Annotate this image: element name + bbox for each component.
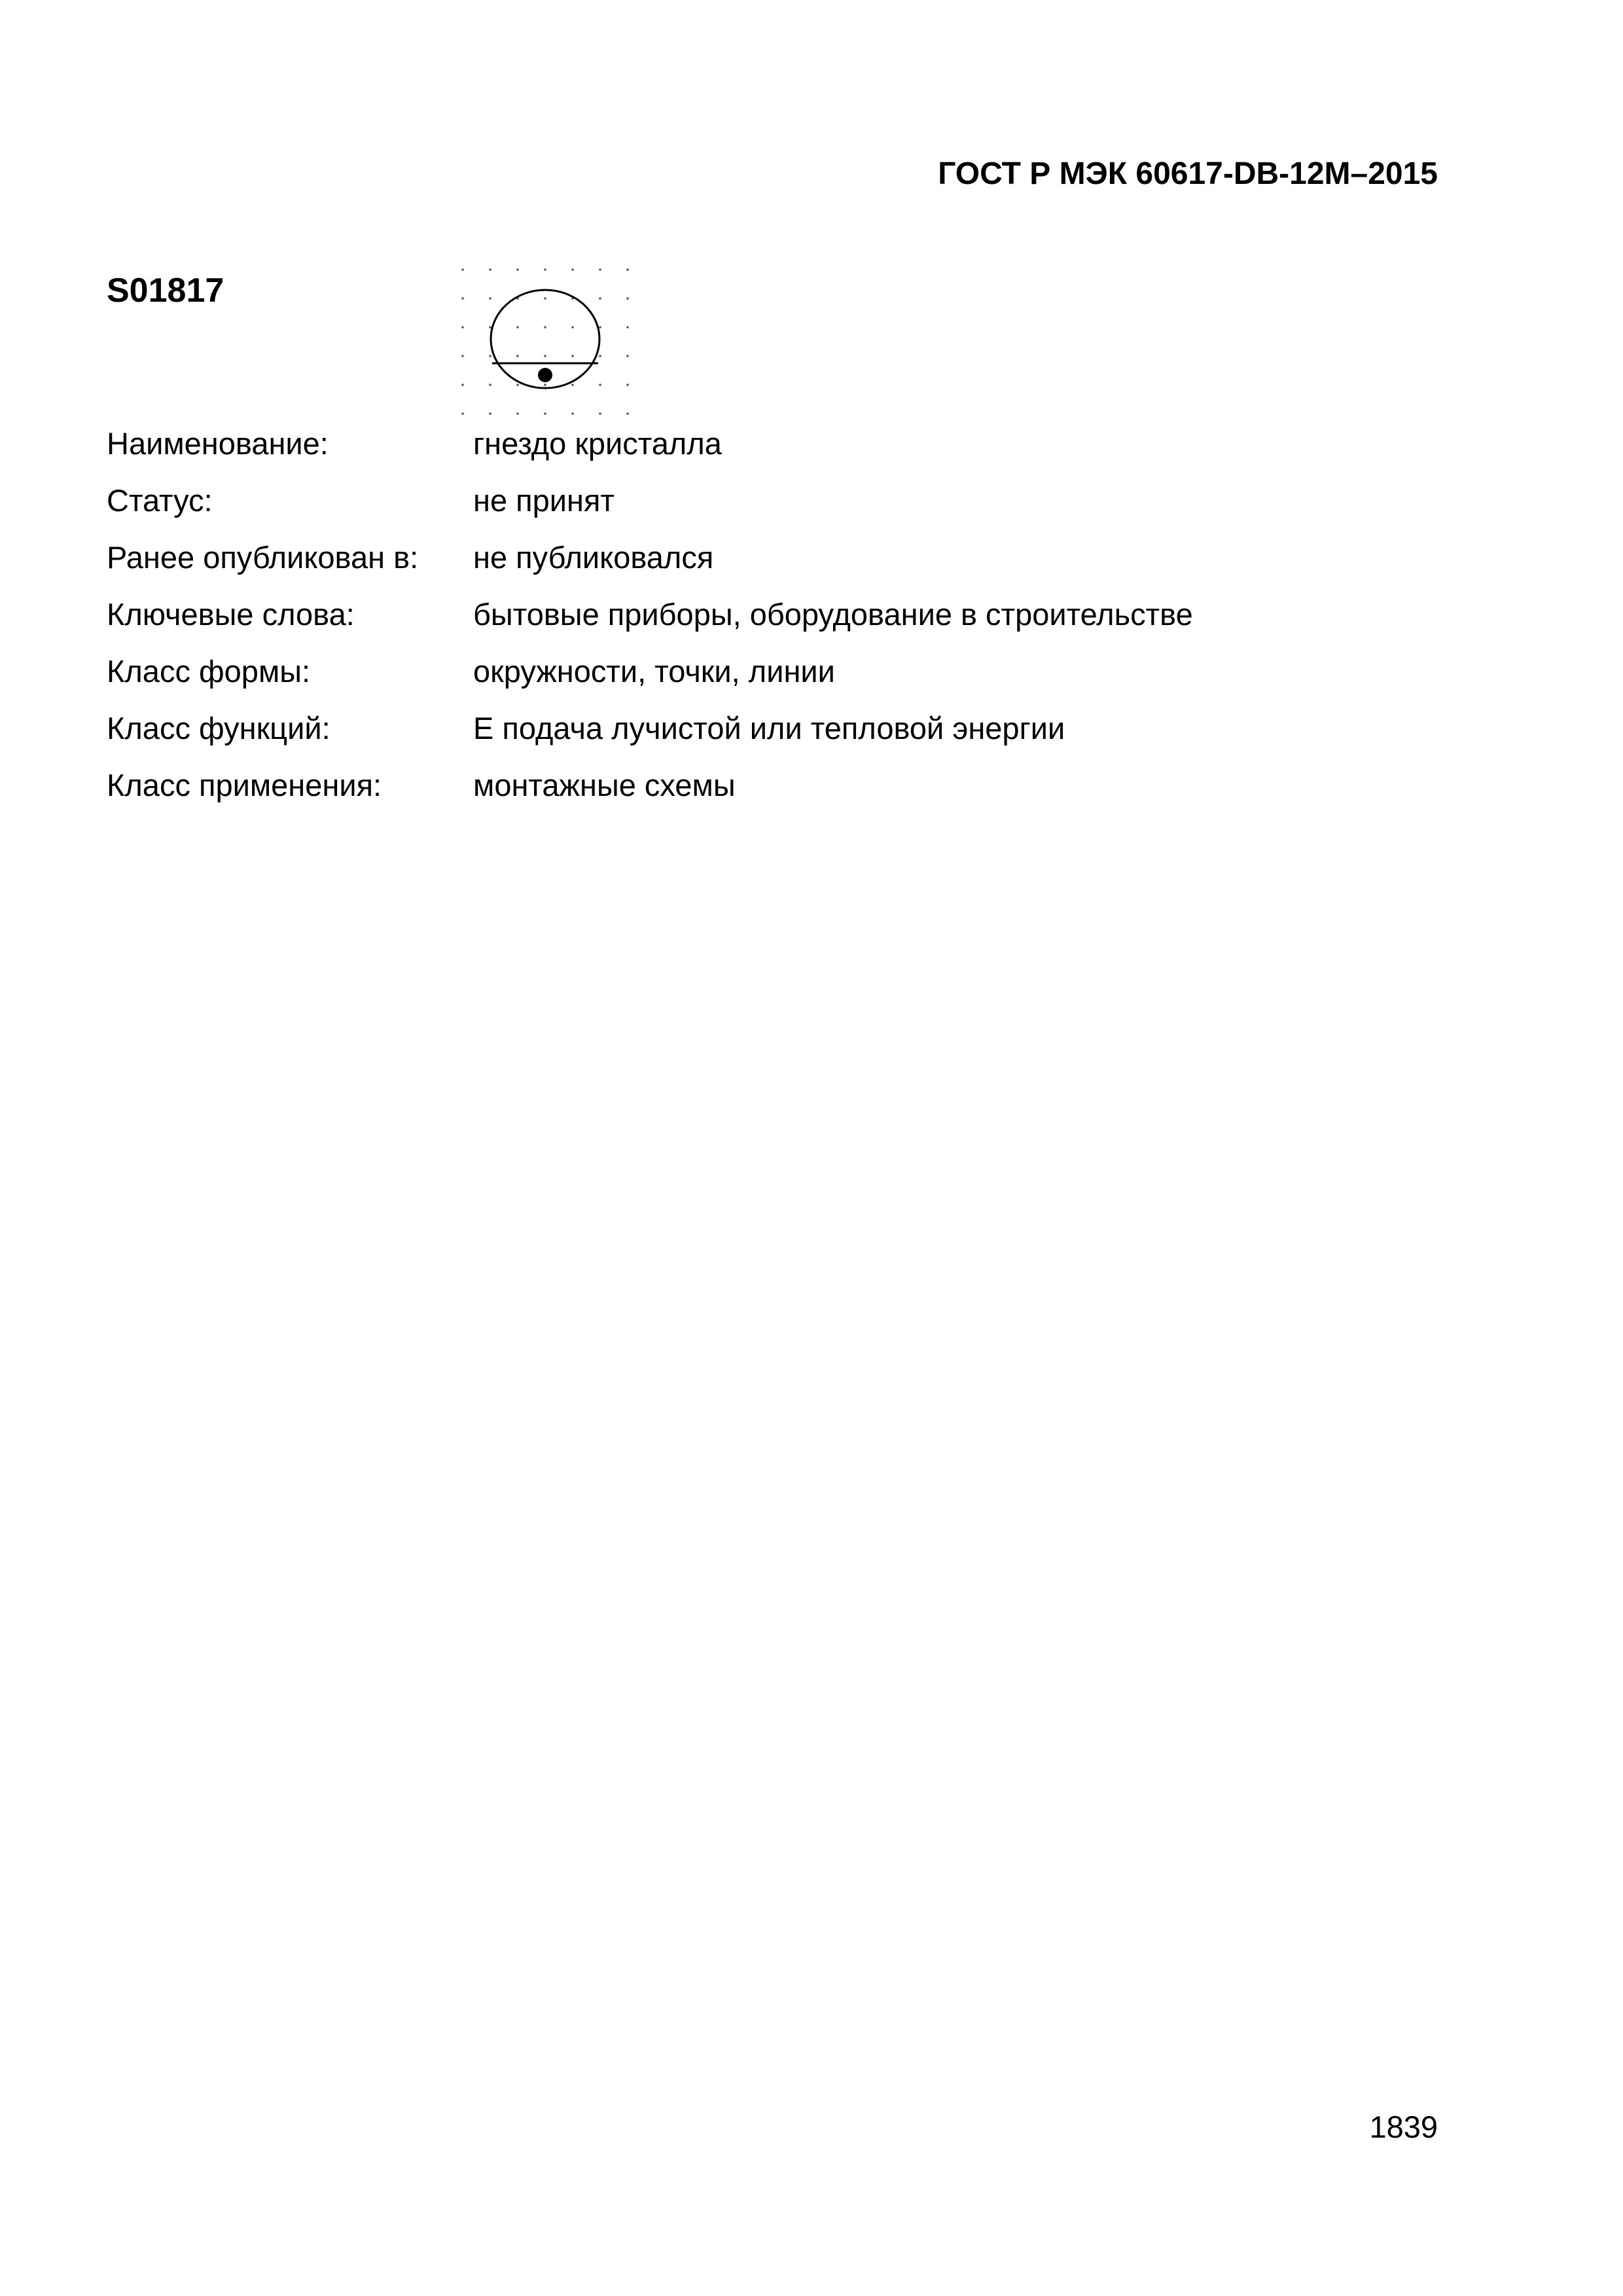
symbol-figure xyxy=(455,262,632,419)
symbol-dot xyxy=(538,368,552,382)
grid-dot xyxy=(544,326,546,329)
grid-dot xyxy=(544,268,546,271)
property-label: Класс применения: xyxy=(107,768,382,802)
grid-dot xyxy=(626,412,629,415)
grid-dot xyxy=(489,355,491,357)
grid-dot xyxy=(544,355,546,357)
grid-dot xyxy=(599,412,601,415)
grid-dot xyxy=(489,326,491,329)
grid-dot xyxy=(599,268,601,271)
property-value: не публиковался xyxy=(473,540,714,575)
grid-dot xyxy=(571,355,574,357)
property-label: Ключевые слова: xyxy=(107,597,355,632)
symbol-code: S01817 xyxy=(107,272,224,310)
grid-dot xyxy=(544,297,546,300)
property-label: Наименование: xyxy=(107,426,329,461)
grid-dot xyxy=(599,297,601,300)
grid-dot xyxy=(626,355,629,357)
grid-dot xyxy=(461,355,464,357)
grid-dot xyxy=(461,412,464,415)
grid-dot xyxy=(571,268,574,271)
grid-dot xyxy=(626,384,629,386)
grid-dot xyxy=(489,412,491,415)
property-value: не принят xyxy=(473,483,615,518)
property-label: Класс формы: xyxy=(107,654,311,689)
property-value: гнездо кристалла xyxy=(473,426,722,461)
property-label: Ранее опубликован в: xyxy=(107,540,419,575)
property-label: Статус: xyxy=(107,483,213,518)
page-number: 1839 xyxy=(1369,2109,1438,2144)
grid-dot xyxy=(461,384,464,386)
grid-dot xyxy=(571,326,574,329)
grid-dot xyxy=(626,326,629,329)
grid-dot xyxy=(626,268,629,271)
grid-dot xyxy=(461,326,464,329)
grid-dot xyxy=(571,412,574,415)
grid-dot xyxy=(544,384,546,386)
grid-dot xyxy=(516,268,519,271)
grid-dot xyxy=(516,355,519,357)
grid-dot xyxy=(516,326,519,329)
property-value: бытовые приборы, оборудование в строительстве xyxy=(473,597,1193,632)
property-label: Класс функций: xyxy=(107,711,330,745)
grid-dot xyxy=(571,384,574,386)
grid-dot xyxy=(489,268,491,271)
grid-dot xyxy=(626,297,629,300)
grid-dot xyxy=(489,384,491,386)
property-value: монтажные схемы xyxy=(473,768,736,802)
grid-dot xyxy=(544,412,546,415)
grid-dot xyxy=(599,355,601,357)
grid-dot xyxy=(516,384,519,386)
grid-dot xyxy=(599,384,601,386)
property-value: окружности, точки, линии xyxy=(473,654,835,689)
grid-dot xyxy=(599,326,601,329)
grid-dot xyxy=(516,412,519,415)
property-value: Е подача лучистой или тепловой энергии xyxy=(473,711,1065,745)
standard-designation: ГОСТ Р МЭК 60617-DB-12M–2015 xyxy=(938,156,1438,191)
grid-dot xyxy=(461,268,464,271)
grid-dot xyxy=(461,297,464,300)
grid-dot xyxy=(489,297,491,300)
